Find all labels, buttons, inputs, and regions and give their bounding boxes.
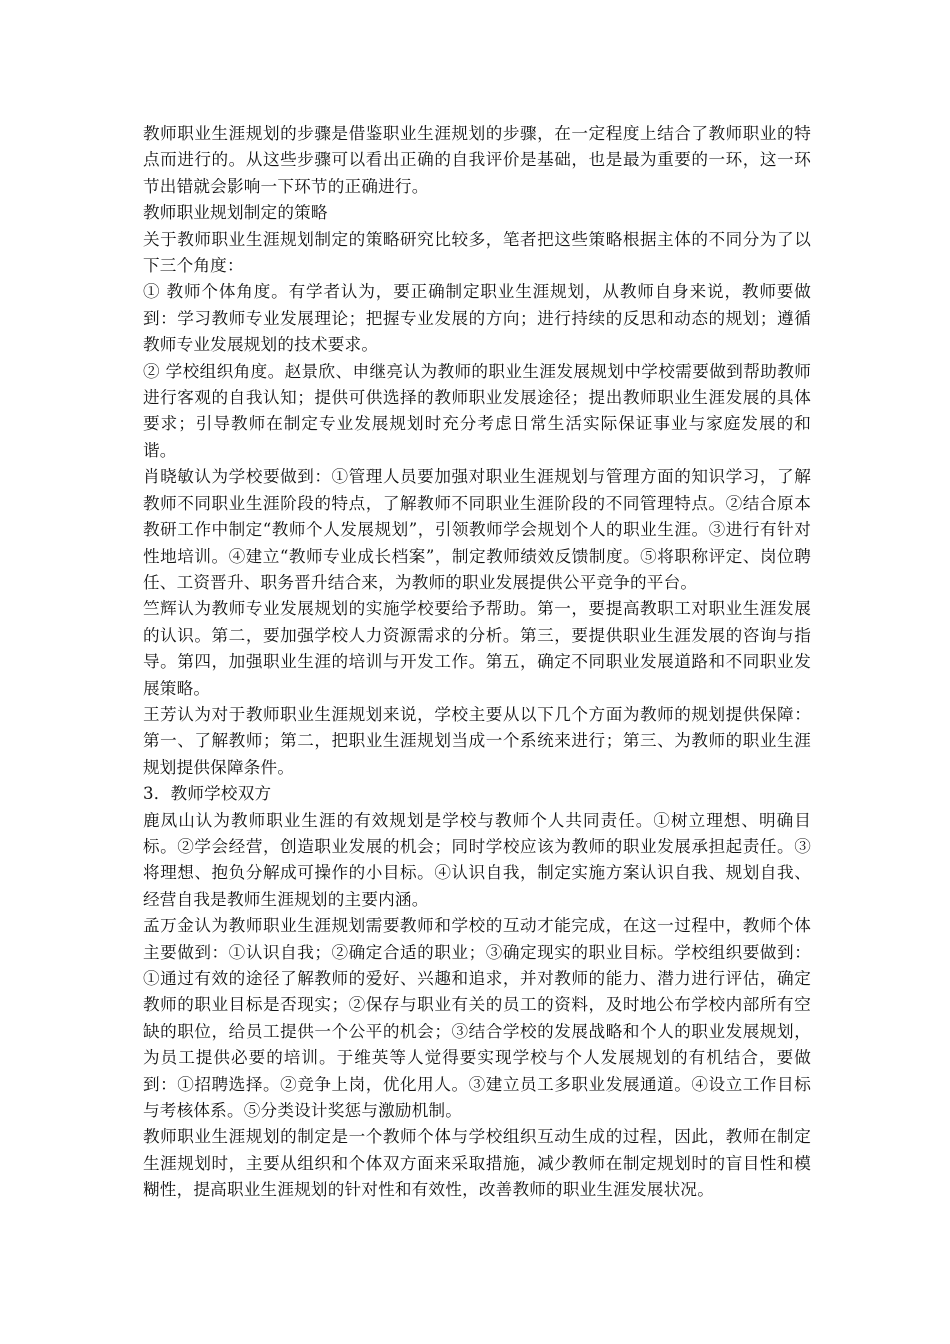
paragraph-conclusion: 教师职业生涯规划的制定是一个教师个体与学校组织互动生成的过程，因此，教师在制定生涯规划时，主要从组织和个体双方面来采取措施，减少教师在制定规划时的盲目性和模糊性，提高职业生涯规划的针对性和有效性，改善教师的职业生涯发展状况。 xyxy=(143,1127,811,1200)
paragraph-steps-summary: 教师职业生涯规划的步骤是借鉴职业生涯规划的步骤，在一定程度上结合了教师职业的特点而进行的。从这些步骤可以看出正确的自我评价是基础，也是最为重要的一环，这一环节出错就会影响一下环节的正确进行。 xyxy=(143,124,811,196)
paragraph-meng-wanjin: 孟万金认为教师职业生涯规划需要教师和学校的互动才能完成，在这一过程中，教师个体主要做到：①认识自我；②确定合适的职业；③确定现实的职业目标。学校组织要做到：①通过有效的途径了解教师的爱好、兴趣和追求，并对教师的能力、潜力进行评估，确定教师的职业目标是否现实；②保存与职业有关的员工的资料，及时地公布学校内部所有空缺的职位，给员工提供一个公平的机会；③结合学校的发展战略和个人的职业发展规划，为员工提供必要的培训。于维英等人觉得要实现学校与个人发展规划的有机结合，要做到：①招聘选择。②竞争上岗，优化用人。③建立员工多职业发展通道。④设立工作目标与考核体系。⑤分类设计奖惩与激励机制。 xyxy=(143,916,811,1121)
paragraph-lu-fengshan: 鹿凤山认为教师职业生涯的有效规划是学校与教师个人共同责任。①树立理想、明确目标。②学会经营，创造职业发展的机会；同时学校应该为教师的职业发展承担起责任。③将理想、抱负分解成可操作的小目标。④认识自我，制定实施方案认识自我、规划自我、经营自我是教师生涯规划的主要内涵。 xyxy=(143,810,811,909)
paragraph-xiao-xiaomin: 肖晓敏认为学校要做到：①管理人员要加强对职业生涯规划与管理方面的知识学习，了解教师不同职业生涯阶段的特点，了解教师不同职业生涯阶段的不同管理特点。②结合原本教研工作中制定“教师个人发展规划”，引领教师学会规划个人的职业生涯。③进行有针对性地培训。④建立“教师专业成长档案”，制定教师绩效反馈制度。⑤将职称评定、岗位聘任、工资晋升、职务晋升结合来，为教师的职业发展提供公平竞争的平台。 xyxy=(143,467,811,592)
document-body xyxy=(143,121,811,1204)
paragraph-wang-fang: 王芳认为对于教师职业生涯规划来说，学校主要从以下几个方面为教师的规划提供保障：第一、了解教师；第二，把职业生涯规划当成一个系统来进行；第三、为教师的职业生涯规划提供保障条件。 xyxy=(143,704,811,777)
section-heading-strategy: 教师职业规划制定的策略 xyxy=(143,203,328,223)
paragraph-zhu-hui: 竺辉认为教师专业发展规划的实施学校要给予帮助。第一，要提高教职工对职业生涯发展的认识。第二，要加强学校人力资源需求的分析。第三，要提供职业生涯发展的咨询与指导。第四，加强职业生涯的培训与开发工作。第五，确定不同职业发展道路和不同职业发展策略。 xyxy=(143,599,811,698)
paragraph-school-organization: ② 学校组织角度。赵景欣、申继亮认为教师的职业生涯发展规划中学校需要做到帮助教师进行客观的自我认知；提供可供选择的教师职业发展途径；提出教师职业生涯发展的具体要求；引导教师在制定专业发展规划时充分考虑日常生活实际保证事业与家庭发展的和谐。 xyxy=(143,361,811,460)
paragraph-teacher-individual: ① 教师个体角度。有学者认为，要正确制定职业生涯规划，从教师自身来说，教师要做到：学习教师专业发展理论；把握专业发展的方向；进行持续的反思和动态的规划；遵循教师专业发展规划的技术要求。 xyxy=(143,282,811,355)
paragraph-strategy-intro: 关于教师职业生涯规划制定的策略研究比较多，笔者把这些策略根据主体的不同分为了以下三个角度： xyxy=(143,229,811,276)
section-heading-both-parties: 3．教师学校双方 xyxy=(143,784,272,804)
